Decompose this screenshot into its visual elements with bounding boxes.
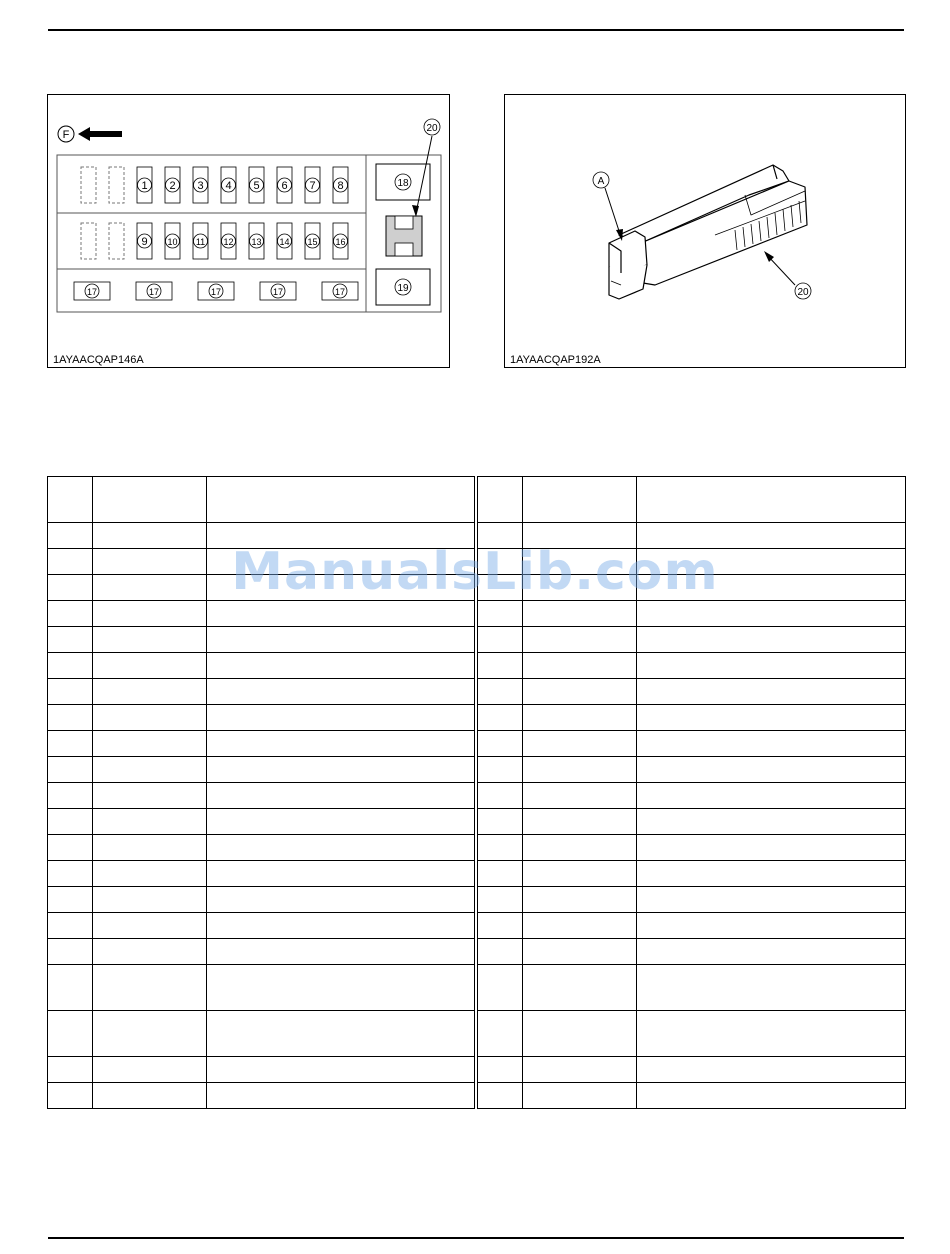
table-cell [478, 731, 523, 757]
table-cell [48, 913, 93, 939]
table-cell [637, 653, 906, 679]
table-cell [478, 939, 523, 965]
table-cell [93, 575, 207, 601]
table-cell [478, 705, 523, 731]
table-row [478, 601, 906, 627]
table-row [478, 913, 906, 939]
table-row [48, 523, 475, 549]
table-row [48, 913, 475, 939]
table-cell [48, 705, 93, 731]
table-row [478, 887, 906, 913]
table-cell [207, 627, 475, 653]
fuse-number-label: 17 [148, 287, 160, 297]
table-cell [637, 1011, 906, 1057]
table-cell [48, 783, 93, 809]
table-cell [478, 861, 523, 887]
table-cell [48, 1011, 93, 1057]
table-row [478, 627, 906, 653]
table-cell [637, 887, 906, 913]
table-cell [48, 965, 93, 1011]
table-cell [637, 835, 906, 861]
fuse-number-label: 16 [335, 237, 346, 247]
table-cell [523, 679, 637, 705]
fuse-number-label: 13 [251, 237, 262, 247]
fuse-box-figure [47, 94, 450, 368]
spare-slot [109, 223, 124, 259]
table-cell [93, 835, 207, 861]
table-cell [207, 1083, 475, 1109]
fuse-number-label: 17 [210, 287, 222, 297]
table-cell [48, 523, 93, 549]
table-cell [478, 835, 523, 861]
table-cell [478, 549, 523, 575]
header-cell [93, 477, 207, 523]
table-cell [207, 939, 475, 965]
table-cell [93, 1057, 207, 1083]
table-cell [93, 731, 207, 757]
table-cell [523, 1057, 637, 1083]
table-cell [523, 549, 637, 575]
table-cell [207, 783, 475, 809]
label-18: 18 [397, 178, 409, 189]
table-cell [93, 965, 207, 1011]
table-cell [207, 549, 475, 575]
table-row [48, 575, 475, 601]
table-cell [523, 1083, 637, 1109]
table-cell [48, 549, 93, 575]
table-cell [207, 965, 475, 1011]
table-cell [93, 601, 207, 627]
table-cell [48, 939, 93, 965]
table-row [48, 939, 475, 965]
table-cell [478, 757, 523, 783]
table-cell [207, 835, 475, 861]
table-row [48, 653, 475, 679]
table-cell [48, 861, 93, 887]
table-cell [48, 653, 93, 679]
header-cell [478, 477, 523, 523]
fuse-number-label: 17 [334, 287, 346, 297]
table-cell [478, 965, 523, 1011]
table-cell [93, 627, 207, 653]
table-cell [93, 757, 207, 783]
table-cell [637, 1057, 906, 1083]
header-cell [48, 477, 93, 523]
table-cell [93, 913, 207, 939]
table-cell [207, 887, 475, 913]
table-cell [478, 601, 523, 627]
table-cell [48, 757, 93, 783]
table-cell [523, 1011, 637, 1057]
table-row [478, 731, 906, 757]
table-cell [523, 653, 637, 679]
table-row [478, 1057, 906, 1083]
spare-slot [109, 167, 124, 203]
table-cell [48, 809, 93, 835]
table-header-row [48, 477, 475, 523]
table-row [48, 549, 475, 575]
label-20-puller: 20 [797, 287, 809, 298]
table-cell [93, 887, 207, 913]
table-cell [93, 653, 207, 679]
table-cell [478, 1057, 523, 1083]
table-row [48, 731, 475, 757]
table-cell [478, 523, 523, 549]
table-row [48, 679, 475, 705]
table-cell [637, 757, 906, 783]
fuse-row-1 [137, 167, 348, 203]
table-cell [207, 601, 475, 627]
table-cell [207, 809, 475, 835]
fuse-row-3 [74, 282, 358, 300]
table-cell [207, 1011, 475, 1057]
fuse-number-label: 7 [309, 180, 316, 192]
watermark: ManualsLib.com [231, 542, 719, 602]
figure-caption-left: 1AYAACQAP146A [53, 354, 144, 366]
table-cell [207, 1057, 475, 1083]
header-cell [523, 477, 637, 523]
table-cell [93, 1083, 207, 1109]
table-cell [523, 575, 637, 601]
table-cell [523, 809, 637, 835]
table-cell [637, 861, 906, 887]
table-row [478, 1083, 906, 1109]
table-row [478, 965, 906, 1011]
table-cell [523, 887, 637, 913]
table-row [478, 653, 906, 679]
table-cell [207, 861, 475, 887]
table-row [478, 939, 906, 965]
direction-label: F [62, 129, 70, 141]
fuse-number-label: 4 [225, 180, 232, 192]
fuse-puller-drawing [505, 95, 907, 369]
table-cell [478, 913, 523, 939]
table-cell [523, 861, 637, 887]
table-cell [93, 939, 207, 965]
table-cell [478, 679, 523, 705]
label-19: 19 [397, 283, 409, 294]
fuse-box-diagram [48, 95, 451, 369]
fuse-number-label: 5 [253, 180, 260, 192]
spare-slot [81, 223, 96, 259]
fuse-number-label: 9 [141, 236, 148, 248]
table-row [48, 757, 475, 783]
table-row [48, 601, 475, 627]
table-row [48, 783, 475, 809]
table-cell [523, 731, 637, 757]
table-cell [93, 523, 207, 549]
fuse-puller-slot [386, 216, 422, 256]
table-row [478, 861, 906, 887]
fuse-number-label: 3 [197, 180, 204, 192]
table-cell [637, 679, 906, 705]
table-header-row [478, 477, 906, 523]
table-cell [207, 705, 475, 731]
fuse-number-label: 17 [272, 287, 284, 297]
table-cell [93, 679, 207, 705]
fuse-number-label: 14 [279, 237, 290, 247]
table-cell [523, 965, 637, 1011]
table-row [478, 705, 906, 731]
bottom-rule [48, 1237, 904, 1239]
table-cell [207, 575, 475, 601]
figure-caption-right: 1AYAACQAP192A [510, 354, 601, 366]
fuse-table-left [47, 476, 475, 1109]
table-row [478, 757, 906, 783]
table-row [48, 627, 475, 653]
table-cell [48, 887, 93, 913]
table-cell [48, 1057, 93, 1083]
table-row [48, 809, 475, 835]
table-cell [207, 523, 475, 549]
table-row [478, 835, 906, 861]
table-row [478, 575, 906, 601]
table-cell [523, 627, 637, 653]
table-cell [637, 627, 906, 653]
table-cell [637, 601, 906, 627]
table-cell [478, 653, 523, 679]
table-row [478, 679, 906, 705]
table-row [48, 1083, 475, 1109]
fuse-number-label: 1 [141, 180, 148, 192]
table-row [48, 705, 475, 731]
table-cell [478, 783, 523, 809]
spare-slot [81, 167, 96, 203]
table-cell [93, 783, 207, 809]
table-row [478, 1011, 906, 1057]
table-cell [48, 1083, 93, 1109]
fuse-number-label: 11 [195, 237, 206, 247]
table-cell [523, 783, 637, 809]
table-cell [478, 887, 523, 913]
table-cell [637, 705, 906, 731]
table-cell [637, 913, 906, 939]
fuse-number-label: 17 [86, 287, 98, 297]
table-cell [48, 679, 93, 705]
fuse-number-label: 12 [223, 237, 234, 247]
fuse-row-2 [137, 223, 348, 259]
table-cell [207, 653, 475, 679]
table-cell [523, 835, 637, 861]
table-cell [48, 835, 93, 861]
table-cell [478, 1083, 523, 1109]
table-cell [48, 627, 93, 653]
table-cell [207, 731, 475, 757]
table-cell [637, 783, 906, 809]
table-cell [93, 1011, 207, 1057]
label-20: 20 [426, 123, 438, 134]
table-cell [523, 705, 637, 731]
table-row [478, 549, 906, 575]
table-cell [637, 575, 906, 601]
table-cell [637, 549, 906, 575]
fuse-table-right [477, 476, 906, 1109]
label-a: A [597, 176, 605, 187]
table-cell [48, 575, 93, 601]
table-cell [93, 705, 207, 731]
table-cell [207, 679, 475, 705]
table-row [48, 861, 475, 887]
top-rule [48, 29, 904, 31]
table-cell [93, 549, 207, 575]
table-cell [637, 1083, 906, 1109]
table-cell [523, 913, 637, 939]
header-cell [637, 477, 906, 523]
table-cell [523, 601, 637, 627]
table-cell [93, 809, 207, 835]
table-cell [478, 1011, 523, 1057]
table-cell [523, 523, 637, 549]
table-row [48, 887, 475, 913]
fuse-number-label: 2 [169, 180, 176, 192]
table-row [478, 809, 906, 835]
table-cell [523, 939, 637, 965]
table-cell [637, 939, 906, 965]
table-row [478, 523, 906, 549]
table-cell [637, 965, 906, 1011]
table-cell [93, 861, 207, 887]
table-cell [523, 757, 637, 783]
fuse-number-label: 6 [281, 180, 288, 192]
fuse-number-label: 8 [337, 180, 344, 192]
table-cell [478, 627, 523, 653]
table-row [48, 835, 475, 861]
table-cell [478, 575, 523, 601]
fuse-number-label: 15 [307, 237, 318, 247]
table-cell [48, 601, 93, 627]
arrow-left-icon [78, 127, 122, 141]
fuse-puller-figure [504, 94, 906, 368]
table-row [48, 965, 475, 1011]
table-cell [207, 757, 475, 783]
header-cell [207, 477, 475, 523]
table-row [48, 1057, 475, 1083]
table-cell [637, 809, 906, 835]
table-row [478, 783, 906, 809]
table-cell [48, 731, 93, 757]
table-row [48, 1011, 475, 1057]
fuse-number-label: 10 [167, 237, 178, 247]
table-cell [478, 809, 523, 835]
table-cell [637, 523, 906, 549]
table-cell [207, 913, 475, 939]
table-cell [637, 731, 906, 757]
